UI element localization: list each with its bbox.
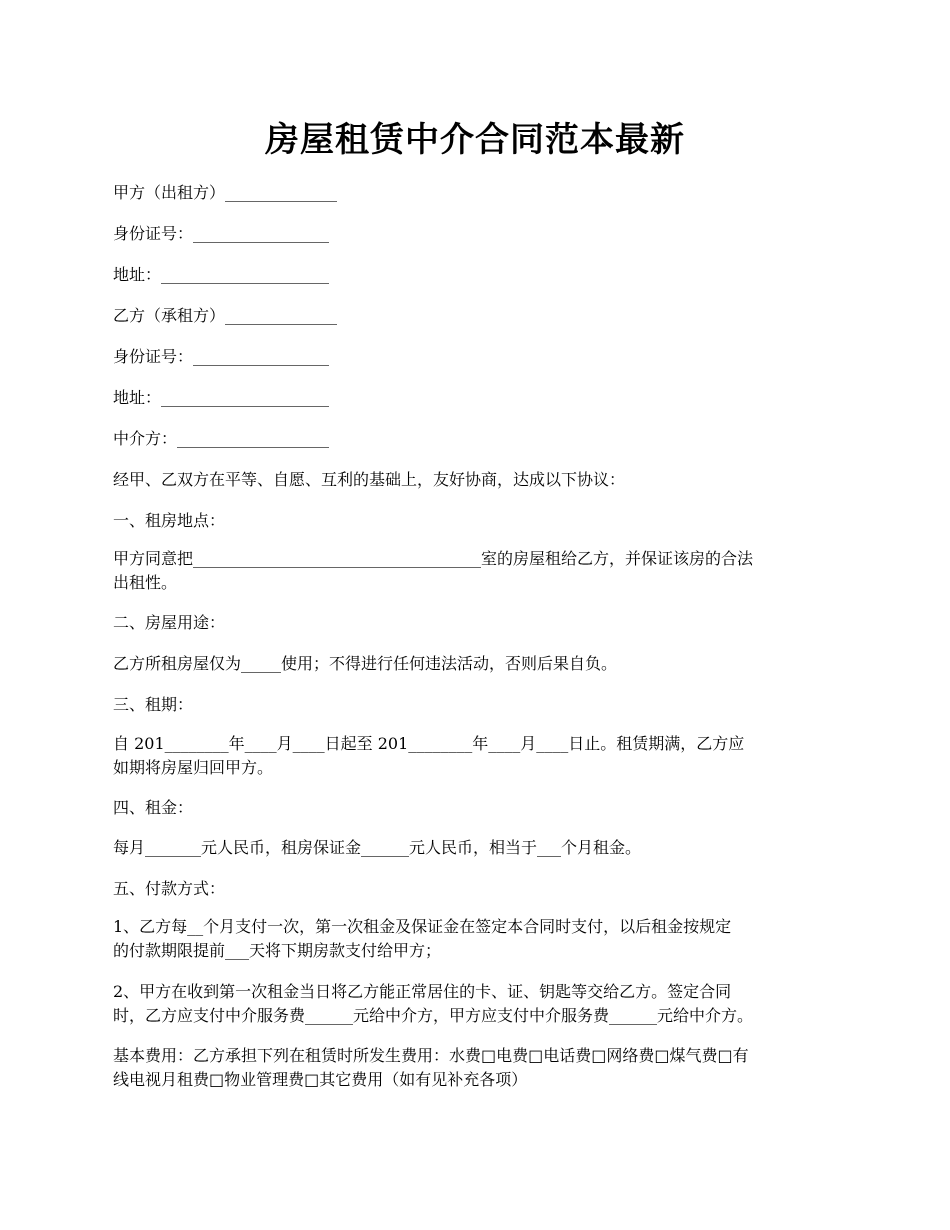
section-heading-usage: 二、房屋用途： [113,613,226,632]
document-title: 房屋租赁中介合同范本最新 [265,120,685,160]
lessor-line: 甲方（出租方）______________ [113,183,338,202]
usage-clause: 乙方所租房屋仅为_____使用；不得进行任何违法活动，否则后果自负。 [113,654,618,673]
section-heading-payment: 五、付款方式： [113,879,226,898]
agreement-intro: 经甲、乙双方在平等、自愿、互利的基础上，友好协商，达成以下协议： [113,470,626,489]
lessee-address-line: 地址：_____________________ [113,388,330,407]
basic-fees-clause: 基本费用：乙方承担下列在租赁时所发生费用：水费□电费□电话费□网络费□煤气费□有 线电视月租费□物业管理费□其它费用（如有见补充各项） [113,1046,749,1089]
term-clause: 自 201________年____月____日起至 201________年____月____日止。租赁期满，乙方应 如期将房屋归回甲方。 [113,734,745,777]
rent-clause: 每月_______元人民币，租房保证金______元人民币，相当于___个月租金。 [113,838,642,857]
section-heading-location: 一、租房地点： [113,511,226,530]
lessee-line: 乙方（承租方）______________ [113,306,338,325]
payment-clause-1: 1、乙方每__个月支付一次，第一次租金及保证金在签定本合同时支付，以后租金按规定 的付款期限提前___天将下期房款支付给甲方； [113,917,732,960]
section-heading-term: 三、租期： [113,695,194,714]
lessee-id-line: 身份证号：_________________ [113,347,330,366]
lessor-address-line: 地址：_____________________ [113,265,330,284]
lessor-id-line: 身份证号：_________________ [113,224,330,243]
section-heading-rent: 四、租金： [113,798,194,817]
payment-clause-2: 2、甲方在收到第一次租金当日将乙方能正常居住的卡、证、钥匙等交给乙方。签定合同 时，乙方应支付中介服务费______元给中介方，甲方应支付中介服务费______元给中介方。 [113,982,754,1025]
location-clause: 甲方同意把____________________________________室的房屋租给乙方，并保证该房的合法 出租性。 [113,549,754,592]
agent-line: 中介方：___________________ [113,429,330,448]
